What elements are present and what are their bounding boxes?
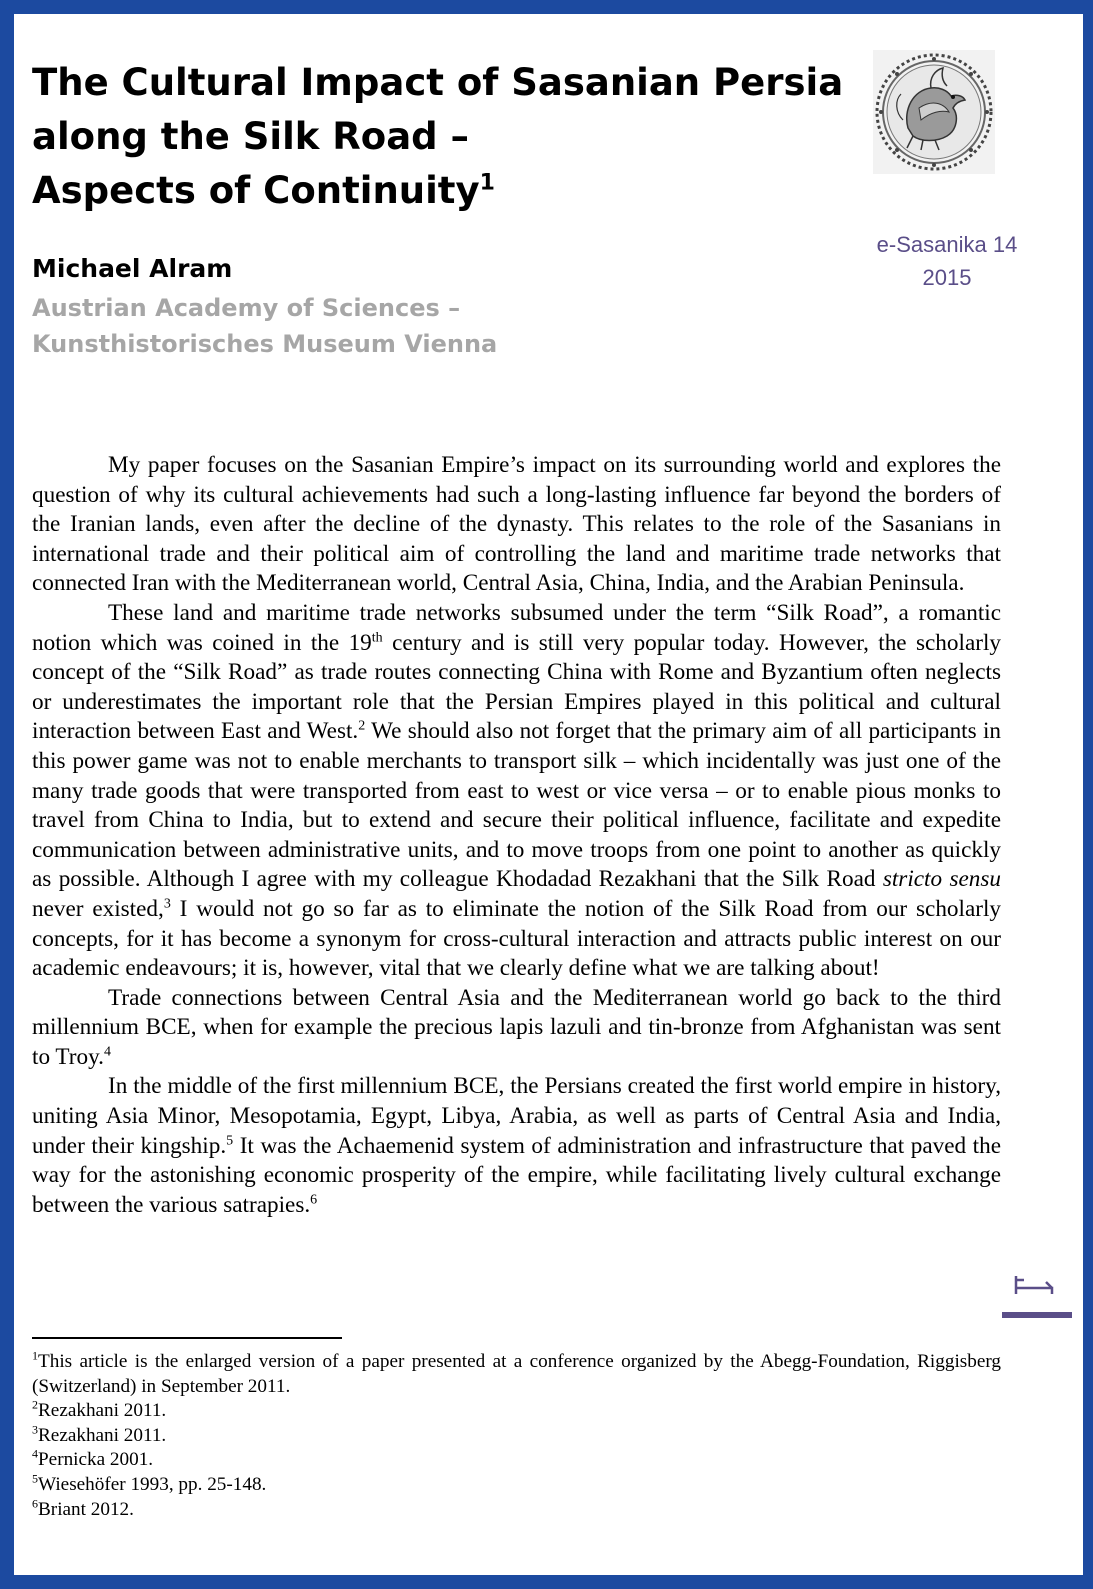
- title-line-1: The Cultural Impact of Sasanian Persia: [32, 61, 844, 104]
- footnote-number: 2: [32, 1397, 38, 1412]
- footnotes: [32, 1350, 1001, 1522]
- paragraph-1: My paper focuses on the Sasanian Empire’s impact on its surrounding world and explores the question of why its cultural achievements had such a long-lasting influence far beyond the borders of the Iranian lands, even after the decline of the dynasty. This relates to the role of the Sasanians in international trade and their political aim of controlling the land and maritime trade networks that connected Iran with the Mediterranean world, Central Asia, China, India, and the Arabian Peninsula.: [32, 452, 1001, 597]
- footnote-number: 5: [32, 1471, 38, 1486]
- text-run: century and is still very popular today. However, the scholarly concept of the “Silk Road” as trade routes connecting China with Rome and Byzantium often neglects or underestimates the important role that the Persian Empires played in this political and cultural interaction between East and West.: [32, 629, 1001, 745]
- footnote-ref: 3: [163, 896, 171, 912]
- text-run: Trade connections between Central Asia and the Mediterranean world go back to the third millennium BCE, when for example the precious lapis lazuli and tin-bronze from Afghanistan was sent to Troy.: [32, 984, 1001, 1070]
- footnote-number: 3: [32, 1422, 38, 1437]
- footnote-text: Wiesehöfer 1993, pp. 25-148.: [38, 1473, 267, 1495]
- text-run: I would not go so far as to eliminate the notion of the Silk Road from our scholarly concepts, for it has become a synonym for cross-cultural interaction and attracts public interest on our academic endeavours; it is, however, vital that we clearly define what we are talking about!: [32, 895, 1001, 982]
- text-run: In the middle of the first millennium BCE, the Persians created the first world empire in history, uniting Asia Minor, Mesopotamia, Egypt, Libya, Arabia, as well as parts of Central Asia and India, under their kingship.: [32, 1073, 1001, 1159]
- footnote-ref: 2: [358, 718, 366, 734]
- bed-icon: [1002, 1270, 1072, 1322]
- footnote-ref: 4: [103, 1044, 111, 1060]
- italic-term: stricto sensu: [882, 866, 1001, 893]
- affiliation-line-2: Kunsthistorisches Museum Vienna: [32, 330, 498, 358]
- superscript: th: [371, 629, 383, 645]
- title-line-3: Aspects of Continuity: [32, 169, 480, 212]
- article-title: [32, 56, 882, 218]
- footnote-4: [32, 1448, 1001, 1473]
- footnote-number: 6: [32, 1496, 38, 1511]
- footnote-text: Rezakhani 2011.: [38, 1400, 167, 1422]
- paragraph-2: [32, 599, 1001, 984]
- footnote-3: [32, 1424, 1001, 1449]
- paragraph-3: [32, 984, 1001, 1073]
- text-run: It was the Achaemenid system of administration and infrastructure that paved the way for the astonishing economic prosperity of the empire, while facilitating lively cultural exchange between the various satrapies.: [32, 1132, 1001, 1218]
- affiliation-line-1: Austrian Academy of Sciences –: [32, 294, 461, 322]
- footnote-6: [32, 1498, 1001, 1523]
- journal-year: 2015: [922, 265, 972, 290]
- footnote-text: This article is the enlarged version of a paper presented at a conference organized by the Abegg-Foundation, Riggisberg (Switzerland) in September 2011.: [32, 1351, 1001, 1397]
- footnote-separator: [32, 1337, 342, 1339]
- footnote-ref: 5: [226, 1132, 234, 1148]
- footnote-5: [32, 1473, 1001, 1498]
- footnote-text: Rezakhani 2011.: [38, 1424, 167, 1446]
- footnote-number: 4: [32, 1446, 38, 1461]
- title-footnote-ref: 1: [479, 170, 495, 196]
- paragraph-4: [32, 1072, 1001, 1220]
- sasanian-bird-seal-icon: [873, 50, 995, 174]
- author-name: Michael Alram: [32, 254, 233, 283]
- text-run: never existed,: [32, 895, 164, 922]
- journal-name: e-Sasanika 14: [876, 232, 1018, 257]
- footnote-1: [32, 1350, 1001, 1399]
- text-run: These land and maritime trade networks subsumed under the term “Silk Road”, a romantic notion which was coined in the 19: [32, 599, 1001, 656]
- footnote-number: 1: [32, 1348, 38, 1363]
- footnote-text: Pernicka 2001.: [38, 1449, 154, 1471]
- author-affiliation: [32, 290, 497, 362]
- title-line-2: along the Silk Road –: [32, 115, 470, 158]
- text-run: We should also not forget that the primary aim of all participants in this power game was not to enable merchants to transport silk – which incidentally was just one of the many trade goods that were transported from east to west or vice versa – or to enable pious monks to travel from China to India, but to extend and secure their political influence, facilitate and expedite communication between administrative units, and to move troops from one point to another as quickly as possible. Although I agree with my colleague Khodadad Rezakhani that the Silk Road: [32, 718, 1001, 893]
- footnote-text: Briant 2012.: [38, 1498, 134, 1520]
- journal-info: [862, 228, 1032, 294]
- article-body: [32, 451, 1001, 1220]
- footnote-2: [32, 1399, 1001, 1424]
- footnote-ref: 6: [310, 1192, 318, 1208]
